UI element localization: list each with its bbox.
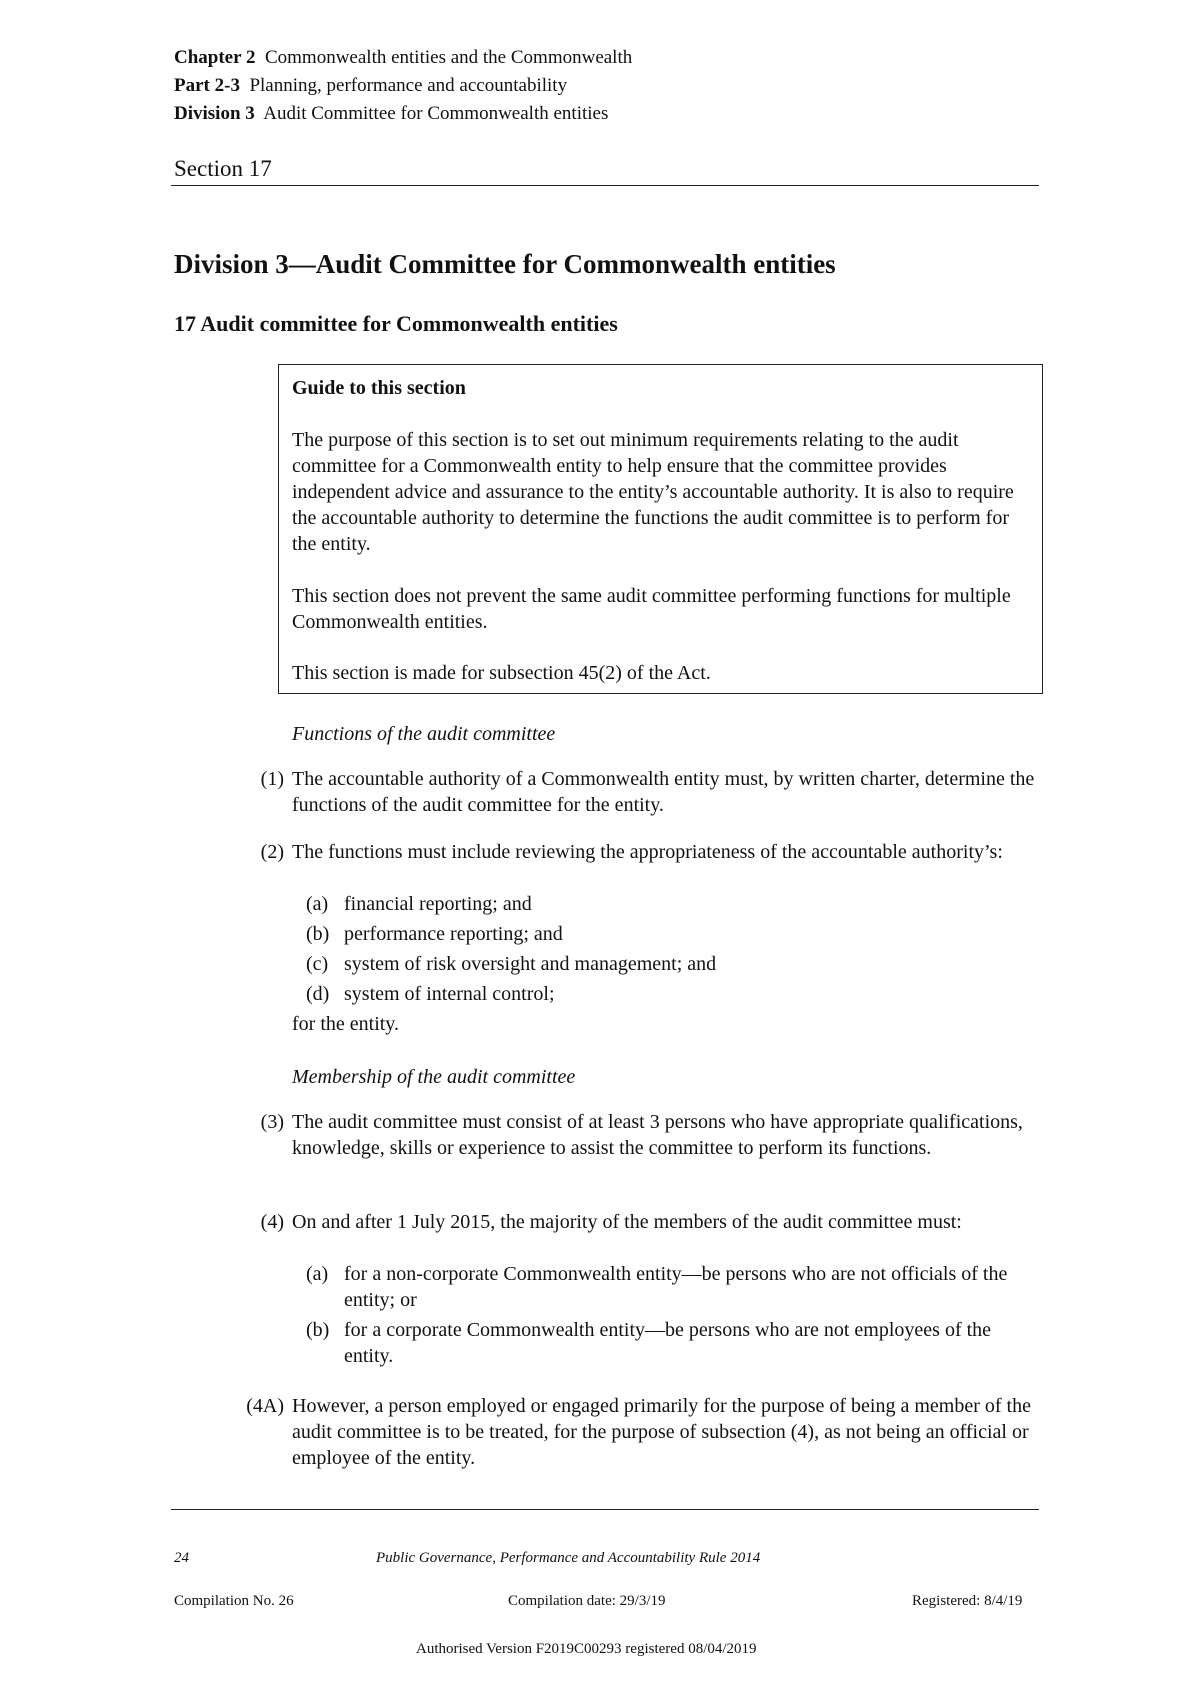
authorised-version: Authorised Version F2019C00293 registered 08/04/2019 (416, 1641, 757, 1657)
subsection-number: (3) (260, 1111, 284, 1133)
compilation-date: Compilation date: 29/3/19 (508, 1593, 666, 1609)
guide-paragraph-2: This section does not prevent the same audit committee performing functions for multiple Commonwealth entities. (292, 585, 1011, 633)
subsection-text: On and after 1 July 2015, the majority of the members of the audit committee must: (292, 1211, 962, 1233)
registered-date: Registered: 8/4/19 (912, 1593, 1023, 1609)
guide-paragraph-3: This section is made for subsection 45(2) of the Act. (292, 662, 711, 684)
paragraph-label: (a) (306, 893, 329, 915)
header-part-label: Part 2-3 (174, 75, 240, 96)
subsection-number: (4A) (246, 1395, 284, 1417)
compilation-number: Compilation No. 26 (174, 1593, 294, 1609)
membership-heading: Membership of the audit committee (292, 1066, 576, 1088)
footer-rule (171, 1509, 1039, 1510)
functions-heading: Functions of the audit committee (292, 723, 556, 745)
section-label: Section 17 (174, 156, 272, 181)
paragraph-text: for a non-corporate Commonwealth entity—be persons who are not officials of the entity; or (344, 1263, 1008, 1311)
subsection-text: The audit committee must consist of at least 3 persons who have appropriate qualifications, knowledge, skills or experience to assist the committee to perform its functions. (292, 1111, 1023, 1159)
header-part-title: Planning, performance and accountability (249, 75, 568, 96)
subsection-number: (1) (260, 768, 284, 790)
subsection-text: The accountable authority of a Commonwealth entity must, by written charter, determine the functions of the audit committee for the entity. (292, 768, 1035, 816)
subsection-number: (4) (260, 1211, 284, 1233)
paragraph-label: (a) (306, 1263, 329, 1285)
header-division-line (174, 103, 608, 125)
paragraph-label: (b) (306, 923, 330, 945)
paragraph-text: performance reporting; and (344, 923, 563, 945)
guide-heading: Guide to this section (292, 377, 466, 399)
section-heading: 17 Audit committee for Commonwealth entities (174, 311, 618, 336)
subsection-text: The functions must include reviewing the appropriateness of the accountable authority’s: (292, 841, 1003, 863)
paragraph-text: financial reporting; and (344, 893, 532, 915)
header-division-title: Audit Committee for Commonwealth entities (263, 103, 609, 124)
page-number: 24 (174, 1550, 189, 1566)
paragraph-label: (d) (306, 983, 330, 1005)
paragraph-label: (c) (306, 953, 329, 975)
subsection-tail: for the entity. (292, 1013, 400, 1035)
header-chapter-title: Commonwealth entities and the Commonwealth (264, 47, 633, 68)
paragraph-text: system of risk oversight and management; and (344, 953, 717, 975)
header-part-line (174, 75, 567, 97)
guide-paragraph-1: The purpose of this section is to set out minimum requirements relating to the audit committee for a Commonwealth entity to help ensure that the committee provides independent advice and assurance to the entity’s accountable authority. It is also to require the accountable authority to determine the functions the audit committee is to perform for the entity. (292, 429, 1014, 555)
paragraph-text: system of internal control; (344, 983, 555, 1005)
paragraph-text: for a corporate Commonwealth entity—be persons who are not employees of the entity. (344, 1319, 992, 1367)
subsection-number: (2) (260, 841, 284, 863)
header-rule (171, 185, 1039, 186)
division-heading: Division 3—Audit Committee for Commonwealth entities (174, 249, 836, 279)
header-chapter-label: Chapter 2 (174, 47, 256, 68)
header-chapter-line (174, 47, 632, 69)
paragraph-label: (b) (306, 1319, 330, 1341)
rule-title: Public Governance, Performance and Accountability Rule 2014 (376, 1550, 761, 1566)
header-division-label: Division 3 (174, 103, 255, 124)
subsection-text: However, a person employed or engaged primarily for the purpose of being a member of the audit committee is to be treated, for the purpose of subsection (4), as not being an official or employee of the entity. (292, 1395, 1031, 1469)
